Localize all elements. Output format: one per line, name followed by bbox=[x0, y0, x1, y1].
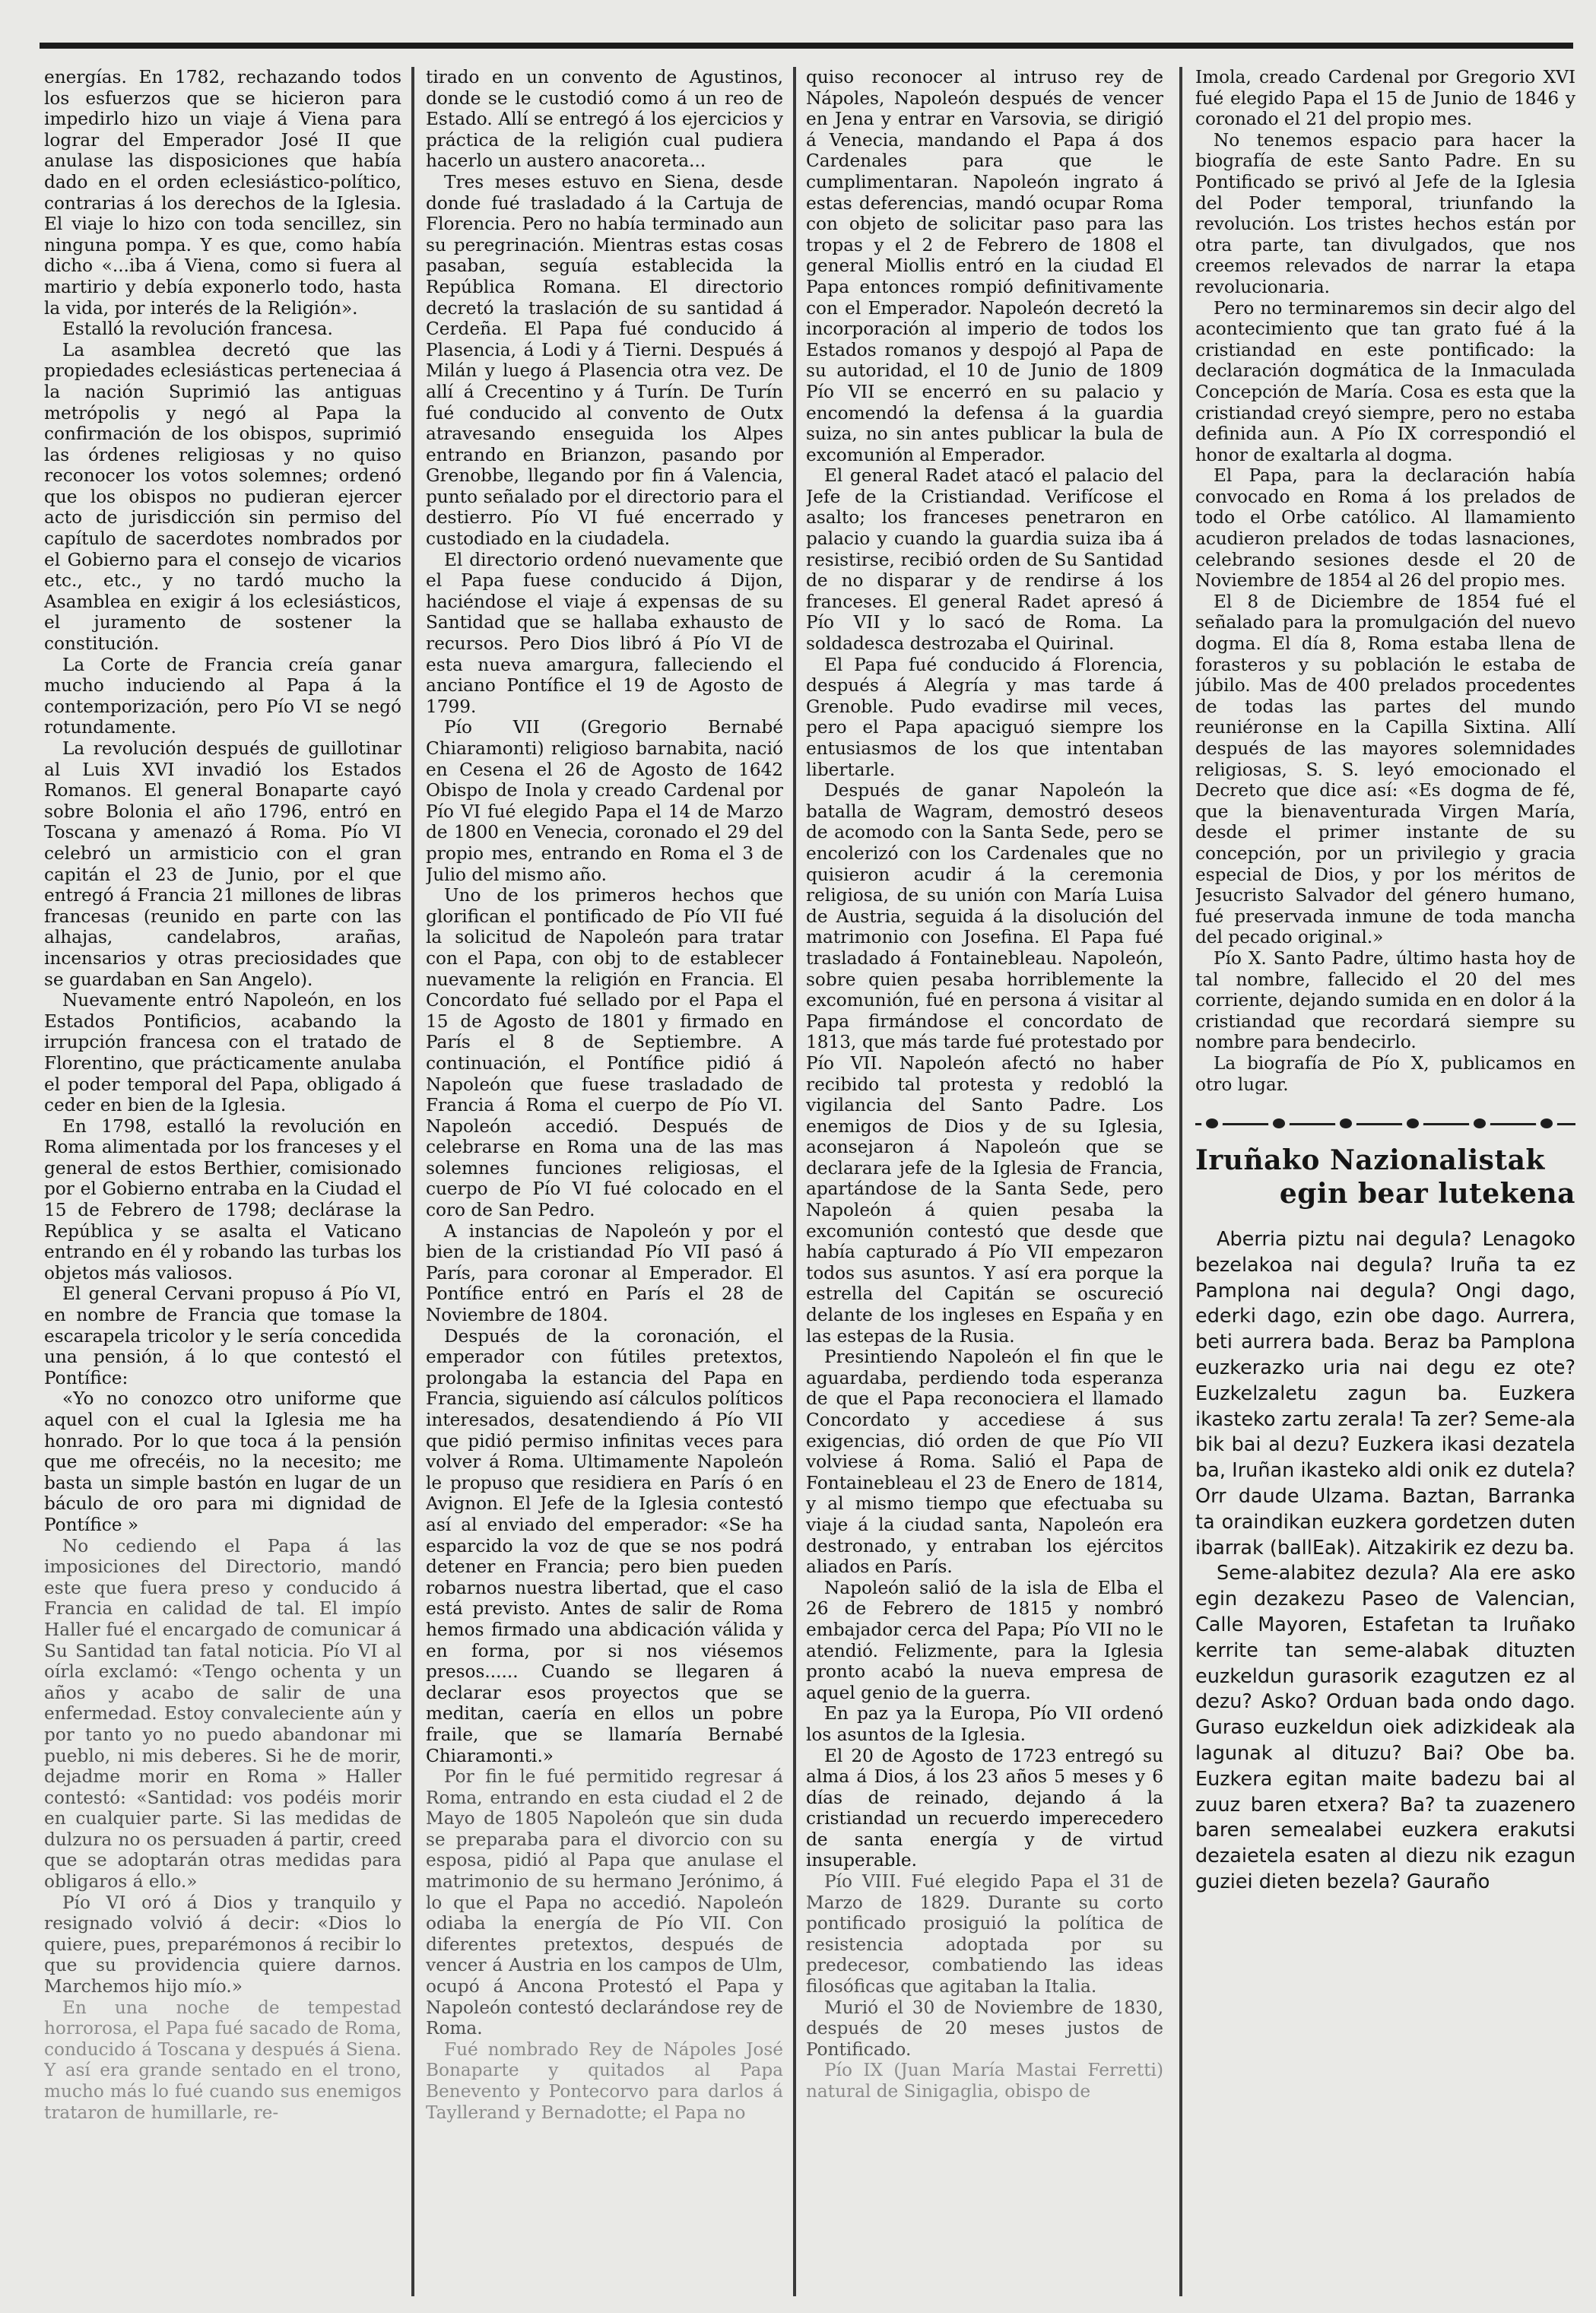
column-divider bbox=[793, 67, 796, 2296]
paragraph: Napoleón salió de la isla de Elba el 26 de Febrero de 1815 y nombró embajador cerca del Papa; Pío VII no le atendió. Felizmente, para la Iglesia pronto acabó la nueva empresa de aquel genio de la guerra. bbox=[806, 1577, 1163, 1703]
column-4-body bbox=[1195, 67, 1575, 1095]
paragraph: El directorio ordenó nuevamente que el Papa fuese conducido á Dijon, haciéndose el viaje á expensas de su Santidad que se hallaba exhausto de recursos. Pero Dios libró á Pío VI de esta nueva amargura, falleciendo el anciano Pontífice el 19 de Agosto de 1799. bbox=[426, 549, 783, 717]
paragraph: quiso reconocer al intruso rey de Nápoles, Napoleón después de vencer en Jena y entrar en Varsovia, se dirigió á Venecia, mandando el Papa á dos Cardenales para que le cumplimentaran. Napoleón ingrato á estas deferencias, mandó ocupar Roma con objeto de solicitar paso para las tropas y el 2 de Febrero de 1808 el general Miollis entró en la ciudad El Papa entonces rompió definitivamente con el Emperador. Napoleón decretó la incorporación al imperio de todos los Estados romanos y despojó al Papa de su autoridad, el 10 de Junio de 1809 Pío VII se encerró en su palacio y encomendó la defensa á la guardia suiza, no sin antes publicar la bula de excomunión al Emperador. bbox=[806, 67, 1163, 465]
paragraph: El 8 de Diciembre de 1854 fué el señalado para la promulgación del nuevo dogma. El día 8, Roma estaba llena de forasteros y su población le estaba de júbilo. Mas de 400 prelados procedentes de todas las partes del mundo reuniéronse en la Capilla Sixtina. Allí después de las mayores solemnidades religiosas, S. S. leyó emocionado el Decreto que dice así: «Es dogma de fé, que la bienaventurada Virgen María, desde el primer instante de su concepción, por un privilegio y gracia especial de Dios, y por los méritos de Jesucristo Salvador del género humano, fué preservada inmune de toda mancha del pecado original.» bbox=[1195, 591, 1575, 948]
article-title-line1: Iruñako Nazionalistak bbox=[1195, 1144, 1545, 1177]
paragraph: Murió el 30 de Noviembre de 1830, después de 20 meses justos de Pontificado. bbox=[806, 1997, 1163, 2060]
paragraph: La biografía de Pío X, publicamos en otro lugar. bbox=[1195, 1052, 1575, 1095]
paragraph: En 1798, estalló la revolución en Roma alimentada por los franceses y el general de estos Berthier, comisionado por el Gobierno entraba en la Ciudad el 15 de Febrero de 1798; declárase la República y se asalta el Vaticano entrando en él y robando las turbas los objetos más valiosos. bbox=[44, 1115, 401, 1283]
paragraph: Pero no terminaremos sin decir algo del acontecimiento que tan grato fué á la cristiandad en este pontificado: la declaración dogmática de la Inmaculada Concepción de María. Cosa es esta que la cristiandad creyó siempre, pero no estaba definida aun. A Pío IX correspondió el honor de exaltarla al dogma. bbox=[1195, 297, 1575, 465]
column-divider bbox=[411, 67, 414, 2296]
paragraph: La revolución después de guillotinar al Luis XVI invadió los Estados Romanos. El general Bonaparte cayó sobre Bolonia el año 1796, entró en Toscana y amenazó á Roma. Pío VI celebró un armisticio con el gran capitán el 23 de Junio, por el que entregó á Francia 21 millones de libras francesas (reunido en parte con las alhajas, candelabros, arañas, incensarios y otras preciosidades que se guardaban en San Angelo). bbox=[44, 738, 401, 990]
column-1 bbox=[44, 67, 401, 2296]
paragraph: La asamblea decretó que las propiedades eclesiásticas perteneciaa á la nación Suprimió las antiguas metrópolis y negó al Papa la confirmación de los obispos, suprimió las órdenes religiosas y no quiso reconocer los votos solemnes; ordenó que los obispos no pudieran ejercer acto de jurisdicción sin permiso del capítulo de sacerdotes nombrados por el Gobierno para el consejo de vicarios etc., etc., y no tardó mucho la Asamblea en exigir á los eclesiásticos, el juramento de sostener la constitución. bbox=[44, 339, 401, 655]
paragraph: El general Cervani propuso á Pío VI, en nombre de Francia que tomase la escarapela tricolor y le sería concedida una pensión, á lo que contestó el Pontífice: bbox=[44, 1283, 401, 1388]
paragraph: Nuevamente entró Napoleón, en los Estados Pontificios, acabando la irrupción francesa con el tratado de Florentino, que prácticamente anulaba el poder temporal del Papa, obligado á ceder en bien de la Iglesia. bbox=[44, 990, 401, 1116]
column-4 bbox=[1195, 67, 1575, 2296]
column-3 bbox=[806, 67, 1163, 2296]
paragraph: En una noche de tempestad horrorosa, el Papa fué sacado de Roma, conducido á Toscana y después á Siena. Y así era grande sentado en el trono, mucho más lo fué cuando sus enemigos trataron de humillarle, re- bbox=[44, 1997, 401, 2123]
paragraph: Presintiendo Napoleón el fin que le aguardaba, perdiendo toda esperanza de que el Papa reconociera el llamado Concordato y accediese á sus exigencias, dió orden de que Pío VII volviese á Roma. Salió el Papa de Fontainebleau el 23 de Enero de 1814, y al mismo tiempo que efectuaba su viaje á la ciudad santa, Napoleón era destronado, y entraban los ejércitos aliados en París. bbox=[806, 1347, 1163, 1578]
paragraph: A instancias de Napoleón y por el bien de la cristiandad Pío VII pasó á París, para coronar al Emperador. El Pontífice entró en París el 28 de Noviembre de 1804. bbox=[426, 1220, 783, 1326]
paragraph: Imola, creado Cardenal por Gregorio XVI fué elegido Papa el 15 de Junio de 1846 y coronado el 21 del propio mes. bbox=[1195, 67, 1575, 130]
paragraph: Uno de los primeros hechos que glorifican el pontificado de Pío VII fué la solicitud de Napoleón para tratar con el Papa, con obj to de establecer nuevamente la religión en Francia. El Concordato fué sellado por el Papa el 15 de Agosto de 1801 y firmado en París el 8 de Septiembre. A continuación, el Pontífice pidió á Napoleón que fuese trasladado de Francia á Roma el cuerpo de Pío VI. Napoleón accedió. Después de celebrarse en Roma una de las mas solemnes funciones religiosas, el cuerpo de Pío VI fué colocado en el coro de San Pedro. bbox=[426, 885, 783, 1221]
ornament-divider bbox=[1195, 1112, 1575, 1137]
paragraph: No cediendo el Papa á las imposiciones del Directorio, mandó este que fuera preso y conducido á Francia en calidad de tal. El impío Haller fué el encargado de comunicar á Su Santidad tan fatal noticia. Pío VI al oírla exclamó: «Tengo ochenta y un años y acabo de salir de una enfermedad. Estoy convaleciente aún y por tanto yo no puedo abandonar mi pueblo, ni mis deberes. Si he de morir, dejadme morir en Roma » Haller contestó: «Santidad: vos podéis morir en cualquier parte. Si las medidas de dulzura no os persuaden á partir, creed que se adoptarán otras medidas para obligaros á ello.» bbox=[44, 1535, 401, 1893]
paragraph: Pío VIII. Fué elegido Papa el 31 de Marzo de 1829. Durante su corto pontificado prosiguió la política de resistencia adoptada por su predecesor, combatiendo las ideas filosóficas que agitaban la Italia. bbox=[806, 1871, 1163, 1997]
paragraph: Estalló la revolución francesa. bbox=[62, 319, 333, 340]
paragraph: energías. En 1782, rechazando todos los esfuerzos que se hicieron para impedirlo hizo un viaje á Viena para lograr del Emperador José II que anulase las disposiciones que había dado en el orden eclesiástico-político, contrarias á los derechos de la Iglesia. El viaje lo hizo con toda sencillez, sin ninguna pompa. Y es que, como había dicho «...iba á Viena, como si fuera al martirio y debía exponerlo todo, hasta la vida, por interés de la Religión». bbox=[44, 67, 401, 319]
paragraph: Pío VII (Gregorio Bernabé Chiaramonti) religioso barnabita, nació en Cesena el 26 de Agosto de 1642 Obispo de Inola y creado Cardenal por Pío VI fué elegido Papa el 14 de Marzo de 1800 en Venecia, coronado el 29 del propio mes, entrando en Roma el 3 de Julio del mismo año. bbox=[426, 717, 783, 885]
paragraph: Tres meses estuvo en Siena, desde donde fué trasladado á la Cartuja de Florencia. Pero no había terminado aun su peregrinación. Mientras estas cosas pasaban, seguía establecida la República Romana. El directorio decretó la traslación de su santidad á Cerdeña. El Papa fué conducido á Plasencia, á Lodi y á Tierni. Después á Milán y luego á Plasencia otra vez. De allí á Crecentino y á Turín. De Turín fué conducido al convento de Outx atravesando enseguida los Alpes entrando en Brianzon, pasando por Grenobbe, llegando por fin á Valencia, punto señalado por el directorio para el destierro. Pío VI fué encerrado y custodiado en la ciudadela. bbox=[426, 171, 783, 550]
paragraph: Después de ganar Napoleón la batalla de Wagram, demostró deseos de acomodo con la Santa Sede, pero se encolerizó con los Cardenales que no quisieron acudir á la ceremonia religiosa, de su unión con María Luisa de Austria, seguida á la disolución del matrimonio con Josefina. El Papa fué trasladado á Fontainebleau. Napoleón, sobre quien pesaba horriblemente la excomunión, fué en persona á visitar al Papa firmándose el concordato de 1813, que más tarde fué protestado por Pío VII. Napoleón afectó no haber recibido tal protesta y redobló la vigilancia del Santo Padre. Los enemigos de Dios y de su Iglesia, aconsejaron á Napoleón que se declarara jefe de la Iglesia de Francia, apartándose de la Santa Sede, pero Napoleón á quien pesaba la excomunión contestó que desde que había capturado á Pío VII empezaron todos sus asuntos. Y así era porque la estrella del Capitán se oscureció delante de los ingleses en España y en las estepas de la Rusia. bbox=[806, 780, 1163, 1347]
paragraph: El Papa, para la declaración había convocado en Roma á los prelados de todo el Orbe católico. Al llamamiento acudieron prelados de todas lasnaciones, celebrando sesiones desde el 20 de Noviembre de 1854 al 26 del propio mes. bbox=[1195, 465, 1575, 592]
paragraph: El general Radet atacó el palacio del Jefe de la Cristiandad. Verifícose el asalto; los franceses penetraron en palacio y cuando la guardia suiza iba á resistirse, recibió orden de Su Santidad de no disparar y de rendirse á los franceses. El general Radet apresó á Pío VII y lo sacó de Roma. La soldadesca destrozaba el Quirinal. bbox=[806, 465, 1163, 655]
paragraph: Pío X. Santo Padre, último hasta hoy de tal nombre, fallecido el 20 del mes corriente, dejando sumida en en dolor á la cristiandad que recordará siempre su nombre para bendecirlo. bbox=[1195, 947, 1575, 1053]
article-title-line2: egin bear lutekena bbox=[1279, 1178, 1575, 1210]
paragraph: «Yo no conozco otro uniforme que aquel con el cual la Iglesia me ha honrado. Por lo que toca á la pensión que me ofrecéis, no la necesito; me basta un simple bastón en lugar de un báculo de oro para mi dignidad de Pontífice » bbox=[44, 1388, 401, 1535]
column-divider bbox=[1179, 67, 1182, 2296]
paragraph: El Papa fué conducido á Florencia, después á Alegría y mas tarde á Grenoble. Pudo evadirse mil veces, pero el Papa apaciguó siempre los entusiasmos de los que intentaban libertarle. bbox=[806, 654, 1163, 780]
paragraph: Pío VI oró á Dios y tranquilo y resignado volvió á decir: «Dios lo quiere, pues, preparémonos á recibir lo que su providencia quiere darnos. Marchemos hijo mío.» bbox=[44, 1892, 401, 1997]
article-paragraph: Seme-alabitez dezula? Ala ere asko egin dezakezu Paseo de Valencian, Calle Mayoren, Estafetan ta Iruñako kerrite tan seme-alabak dituzten euzkeldun gurasorik ezagutzen ez al dezu? Asko? Orduan bada ondo dago. Guraso euzkeldun oiek adizkideak ala lagunak al dituzu? Bai? Obe ba. Euzkera egitan maite badezu bai al zuuz baren etxera? Ba? ta zuazenero baren semealabei euzkera erakutsi dezaietela esaten al diezu nik ezagun guziei dieten bezela? Gauraño bbox=[1195, 1562, 1575, 1894]
paragraph: La Corte de Francia creía ganar mucho induciendo al Papa á la contemporización, pero Pío VI se negó rotundamente. bbox=[44, 654, 401, 738]
column-2 bbox=[426, 67, 783, 2296]
paragraph: Pío IX (Juan María Mastai Ferretti) natural de Sinigaglia, obispo de bbox=[806, 2060, 1163, 2102]
paragraph: Después de la coronación, el emperador con fútiles pretextos, prolongaba la estancia del Papa en Francia, siguiendo así cálculos políticos interesados, desatendiendo á Pío VII que pidió permiso infinitas veces para volver á Roma. Ultimamente Napoleón le propuso que residiera en París ó en Avignon. El Jefe de la Iglesia contestó así al enviado del emperador: «Se ha esparcido la voz de que se nos podrá detener en Francia; pero bien pueden robarnos nuestra libertad, que el caso está previsto. Antes de salir de Roma hemos firmado una abdicación válida y en forma, por si nos viésemos presos...... Cuando se llegaren á declarar esos proyectos que se meditan, caería en ellos un pobre fraile, que se llamaría Bernabé Chiaramonti.» bbox=[426, 1325, 783, 1766]
paragraph: En paz ya la Europa, Pío VII ordenó los asuntos de la Iglesia. bbox=[806, 1703, 1163, 1745]
paragraph: Fué nombrado Rey de Nápoles José Bonaparte y quitados al Papa Benevento y Pontecorvo para darlos á Tayllerand y Bernadotte; el Papa no bbox=[426, 2039, 783, 2123]
top-rule bbox=[40, 43, 1573, 49]
article-body bbox=[1195, 1227, 1575, 1896]
article-paragraph: Aberria piztu nai degula? Lenagoko bezelakoa nai degula? Iruña ta ez Pamplona nai degula? Ongi dago, ederki dago, ezin obe dago. Aurrera, beti aurrera bada. Beraz ba Pamplona euzkerazko uria nai degu ez ote? Euzkelzaletu zagun ba. Euzkera ikasteko zartu zerala! Ta zer? Seme-ala bik bai al dezu? Euzkera ikasi dezatela ba, Iruñan ikasteko aldi onik ez dutela? Orr daude Ulzama. Baztan, Barranka ta oraindikan euzkera gordetzen duten ibarrak (ballEak). Aitzakirik ez dezu ba. bbox=[1195, 1228, 1575, 1559]
paragraph: tirado en un convento de Agustinos, donde se le custodió como á un reo de Estado. Allí se entregó á los ejercicios y práctica de la religión cual pudiera hacerlo un austero anacoreta... bbox=[426, 67, 783, 172]
paragraph: Por fin le fué permitido regresar á Roma, entrando en esta ciudad el 2 de Mayo de 1805 Napoleón que sin duda se preparaba para el divorcio con su esposa, pidió al Papa que anulase el matrimonio de su hermano Jerónimo, á lo que el Papa no accedió. Napoleón odiaba la energía de Pío VII. Con diferentes pretextos, después de vencer á Austria en los campos de Ulm, ocupó á Ancona Protestó el Papa y Napoleón contestó declarándose rey de Roma. bbox=[426, 1766, 783, 2039]
paragraph: El 20 de Agosto de 1723 entregó su alma á Dios, á los 23 años 5 meses y 6 días de reinado, dejando á la cristiandad un recuerdo imperecedero de santa energía y de virtud insuperable. bbox=[806, 1745, 1163, 1871]
paragraph: No tenemos espacio para hacer la biografía de este Santo Padre. En su Pontificado se privó al Jefe de la Iglesia del Poder temporal, triunfando la revolución. Los tristes hechos están por otra parte, tan divulgados, que nos creemos relevados de narrar la etapa revolucionaria. bbox=[1195, 129, 1575, 297]
